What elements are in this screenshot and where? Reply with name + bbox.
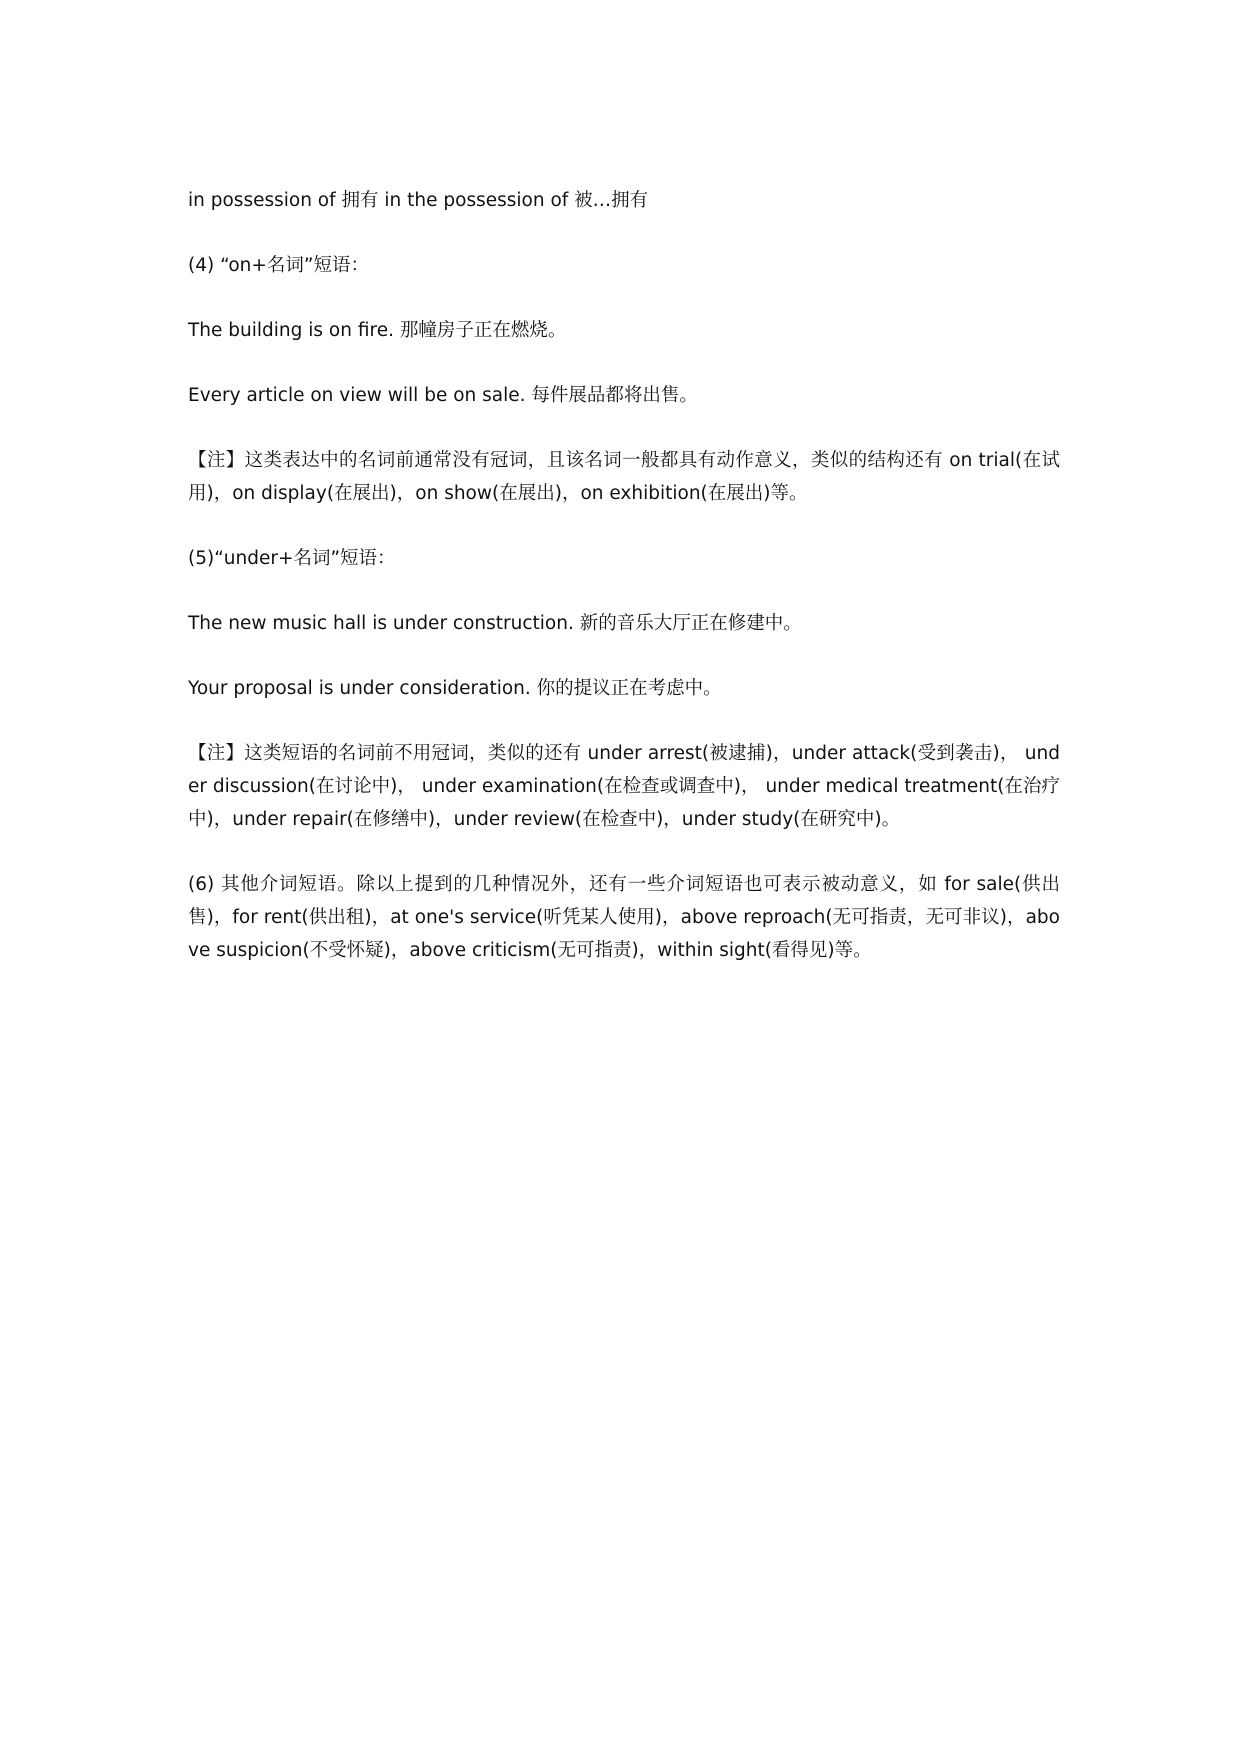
paragraph-possession: in possession of 拥有 in the possession of 被…拥有 [188,190,649,211]
example-under-consideration: Your proposal is under consideration. 你的提议正在考虑中。 [188,678,722,699]
heading-on-noun-phrases: (4) “on+名词”短语： [188,255,369,276]
example-on-sale: Every article on view will be on sale. 每件展品都将出售。 [188,385,698,406]
heading-under-noun-phrases: (5)“under+名词”短语： [188,548,396,569]
paragraph-other-prepositional-phrases: (6) 其他介词短语。除以上提到的几种情况外，还有一些介词短语也可表示被动意义，如 for sale(供出售)，for rent(供出租)，at one's service(听凭某人使用)，above reproach(无可指责，无可非议)，above suspicion(不受怀疑)，above criticism(无可指责)，within sight(看得见)等。 [188,874,1060,961]
note-under-phrases: 【注】这类短语的名词前不用冠词，类似的还有 under arrest(被逮捕)，under attack(受到袭击)， under discussion(在讨论中)， under examination(在检查或调查中)， under medical treatment(在治疗中)，under repair(在修缮中)，under review(在检查中)，under study(在研究中)。 [188,743,1060,830]
example-on-fire: The building is on fire. 那幢房子正在燃烧。 [188,320,567,341]
note-on-phrases: 【注】这类表达中的名词前通常没有冠词，且该名词一般都具有动作意义，类似的结构还有 on trial(在试用)，on display(在展出)，on show(在展出)，on exhibition(在展出)等。 [188,450,1060,504]
example-under-construction: The new music hall is under construction. 新的音乐大厅正在修建中。 [188,613,802,634]
document-body [188,184,1060,999]
